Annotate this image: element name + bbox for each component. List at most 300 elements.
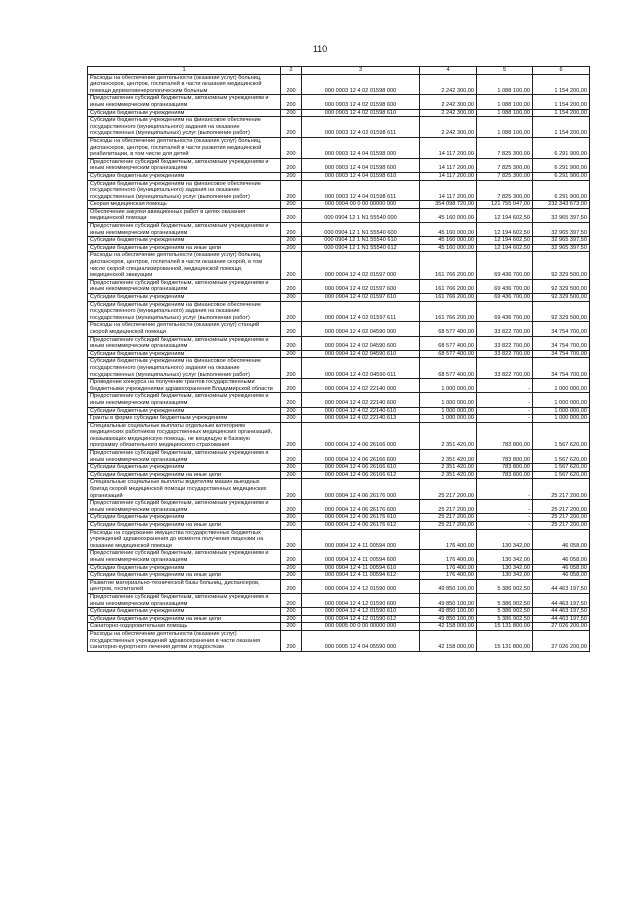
table-row xyxy=(88,279,590,293)
row-budget-code: 000 0904 12 4 06 26166 610 xyxy=(302,464,420,472)
row-executed: 7 825 300,00 xyxy=(477,137,533,158)
row-approved: 1 000 000,00 xyxy=(420,415,477,423)
row-budget-code: 000 0904 12 4 02 01597 600 xyxy=(302,279,420,293)
row-admin-code: 200 xyxy=(281,322,302,336)
row-remaining: 1 000 000,00 xyxy=(533,407,590,415)
row-admin-code: 200 xyxy=(281,279,302,293)
row-remaining: 6 291 900,00 xyxy=(533,158,590,172)
row-remaining: 232 343 673,00 xyxy=(533,201,590,209)
row-remaining: 44 463 197,50 xyxy=(533,615,590,623)
row-admin-code: 200 xyxy=(281,623,302,631)
row-name: Субсидии бюджетным учреждениям xyxy=(88,564,281,572)
row-budget-code: 000 0903 12 4 02 01598 000 xyxy=(302,74,420,95)
row-approved: 2 351 420,00 xyxy=(420,422,477,449)
row-admin-code: 200 xyxy=(281,479,302,500)
row-name: Расходы на обеспечение деятельности (оказание услуг) государственных учреждений здравоохранения в части оказания санаторно-курортного лечения детям и подросткам xyxy=(88,630,281,651)
row-approved: 176 400,00 xyxy=(420,550,477,564)
row-admin-code: 200 xyxy=(281,109,302,117)
row-approved: 1 000 000,00 xyxy=(420,379,477,393)
row-executed: 783 800,00 xyxy=(477,422,533,449)
row-remaining: 1 154 200,00 xyxy=(533,95,590,109)
row-approved: 42 158 000,00 xyxy=(420,630,477,651)
row-executed: 1 088 100,00 xyxy=(477,74,533,95)
table-row xyxy=(88,95,590,109)
row-budget-code: 000 0904 12 4 06 26176 600 xyxy=(302,500,420,514)
row-name: Гранты в форме субсидии бюджетным учреждениям xyxy=(88,415,281,423)
row-budget-code: 000 0904 00 0 00 00000 000 xyxy=(302,201,420,209)
row-executed: 33 822 700,00 xyxy=(477,336,533,350)
row-executed: 5 386 902,50 xyxy=(477,615,533,623)
table-row xyxy=(88,180,590,201)
row-approved: 68 577 400,00 xyxy=(420,336,477,350)
row-remaining: 92 329 500,00 xyxy=(533,279,590,293)
row-executed: - xyxy=(477,500,533,514)
row-admin-code: 200 xyxy=(281,564,302,572)
column-header: 2 xyxy=(281,67,302,75)
column-header: 5 xyxy=(477,67,533,75)
table-row xyxy=(88,393,590,407)
row-budget-code: 000 0903 12 4 04 01598 610 xyxy=(302,172,420,180)
row-budget-code: 000 0904 12 1 N1 55540 600 xyxy=(302,223,420,237)
row-budget-code: 000 0904 12 4 12 01590 610 xyxy=(302,608,420,616)
page-number: 110 xyxy=(312,44,328,54)
row-remaining: 44 463 197,50 xyxy=(533,593,590,607)
row-executed: 783 800,00 xyxy=(477,471,533,479)
row-approved: 14 117 200,00 xyxy=(420,137,477,158)
row-admin-code: 200 xyxy=(281,301,302,322)
row-budget-code: 000 0904 12 1 N1 55540 612 xyxy=(302,244,420,252)
row-executed: - xyxy=(477,479,533,500)
row-executed: 69 436 700,00 xyxy=(477,252,533,279)
row-admin-code: 200 xyxy=(281,514,302,522)
table-row xyxy=(88,301,590,322)
row-executed: 5 386 902,50 xyxy=(477,579,533,593)
table-row xyxy=(88,201,590,209)
row-approved: 2 351 420,00 xyxy=(420,450,477,464)
row-admin-code: 200 xyxy=(281,350,302,358)
row-admin-code: 200 xyxy=(281,550,302,564)
row-approved: 42 158 000,00 xyxy=(420,623,477,631)
table-row xyxy=(88,422,590,449)
row-remaining: 25 217 200,00 xyxy=(533,514,590,522)
row-remaining: 1 154 200,00 xyxy=(533,117,590,138)
row-admin-code: 200 xyxy=(281,464,302,472)
table-row xyxy=(88,350,590,358)
table-row xyxy=(88,322,590,336)
row-budget-code: 000 0904 12 4 11 00594 600 xyxy=(302,550,420,564)
row-remaining: 25 217 200,00 xyxy=(533,500,590,514)
row-budget-code: 000 0904 12 1 N1 55540 000 xyxy=(302,208,420,222)
row-budget-code: 000 0904 12 4 06 26166 000 xyxy=(302,422,420,449)
row-name: Субсидии бюджетным учреждениям xyxy=(88,608,281,616)
row-budget-code: 000 0904 12 4 02 04590 611 xyxy=(302,358,420,379)
row-remaining: 46 058,00 xyxy=(533,550,590,564)
row-remaining: 46 058,00 xyxy=(533,529,590,550)
row-admin-code: 200 xyxy=(281,201,302,209)
row-executed: 1 088 100,00 xyxy=(477,109,533,117)
table-row xyxy=(88,471,590,479)
row-approved: 45 160 000,00 xyxy=(420,208,477,222)
row-remaining: 25 217 200,00 xyxy=(533,522,590,530)
table-row xyxy=(88,244,590,252)
row-budget-code: 000 0904 12 4 02 04590 610 xyxy=(302,350,420,358)
row-name: Предоставление субсидий бюджетным, автономным учреждениям и иным некоммерческим организациям xyxy=(88,393,281,407)
row-remaining: 44 463 197,50 xyxy=(533,579,590,593)
row-budget-code: 000 0904 12 4 02 22140 613 xyxy=(302,415,420,423)
row-executed: 69 436 700,00 xyxy=(477,294,533,302)
row-name: Субсидии бюджетным учреждениям на финансовое обеспечение государственного (муниципального) задания на оказание государственных (муниципальных) услуг (выполнение работ) xyxy=(88,180,281,201)
row-executed: 15 131 800,00 xyxy=(477,623,533,631)
row-remaining: 1 567 620,00 xyxy=(533,471,590,479)
row-remaining: 92 329 500,00 xyxy=(533,301,590,322)
row-budget-code: 000 0904 12 4 06 26166 600 xyxy=(302,450,420,464)
row-budget-code: 000 0904 12 4 06 26176 610 xyxy=(302,514,420,522)
table-row xyxy=(88,593,590,607)
row-executed: 15 131 800,00 xyxy=(477,630,533,651)
table-row xyxy=(88,500,590,514)
row-admin-code: 200 xyxy=(281,529,302,550)
row-name: Субсидии бюджетным учреждениям xyxy=(88,294,281,302)
row-remaining: 92 329 500,00 xyxy=(533,294,590,302)
row-admin-code: 200 xyxy=(281,336,302,350)
table-row xyxy=(88,137,590,158)
row-admin-code: 200 xyxy=(281,450,302,464)
table-row xyxy=(88,407,590,415)
row-budget-code: 000 0904 12 4 02 22140 610 xyxy=(302,407,420,415)
row-name: Развитие материально-технической базы больниц, диспансеров, центров, госпиталей xyxy=(88,579,281,593)
row-name: Субсидии бюджетным учреждениям на финансовое обеспечение государственного (муниципального) задания на оказание государственных (муниципальных) услуг (выполнение работ) xyxy=(88,117,281,138)
table-row xyxy=(88,630,590,651)
row-name: Субсидии бюджетным учреждениям на иные цели xyxy=(88,471,281,479)
row-executed: 69 436 700,00 xyxy=(477,279,533,293)
row-executed: 12 194 602,50 xyxy=(477,208,533,222)
row-executed: 12 194 602,50 xyxy=(477,237,533,245)
row-admin-code: 200 xyxy=(281,500,302,514)
row-admin-code: 200 xyxy=(281,379,302,393)
table-row xyxy=(88,208,590,222)
row-name: Специальные социальные выплаты водителям машин выездных бригад скорой медицинской помощи государственных медицинских организаций xyxy=(88,479,281,500)
table-row xyxy=(88,252,590,279)
row-name: Расходы на содержание имущества государственных бюджетных учреждений здравоохранения до момента получения лицензии на оказание медицинской помощи xyxy=(88,529,281,550)
row-remaining: 1 154 200,00 xyxy=(533,109,590,117)
row-admin-code: 200 xyxy=(281,415,302,423)
table-row xyxy=(88,608,590,616)
row-executed: 783 800,00 xyxy=(477,464,533,472)
table-row xyxy=(88,158,590,172)
table-row xyxy=(88,550,590,564)
row-name: Расходы на обеспечение деятельности (оказание услуг) больниц, диспансеров, центров, госпиталей в части оказания скорой, в том числе скорой специализированной, медицинской помощи, медицинской эвакуации xyxy=(88,252,281,279)
row-name: Субсидии бюджетным учреждениям xyxy=(88,514,281,522)
table-row xyxy=(88,514,590,522)
table-row xyxy=(88,358,590,379)
row-budget-code: 000 0904 12 4 11 00594 612 xyxy=(302,572,420,580)
table-row xyxy=(88,379,590,393)
row-executed: 130 342,00 xyxy=(477,564,533,572)
row-admin-code: 200 xyxy=(281,95,302,109)
row-executed: 69 436 700,00 xyxy=(477,301,533,322)
table-row xyxy=(88,564,590,572)
row-admin-code: 200 xyxy=(281,572,302,580)
table-row xyxy=(88,522,590,530)
row-name: Обеспечение закупки авиационных работ в целях оказания медицинской помощи xyxy=(88,208,281,222)
row-approved: 176 400,00 xyxy=(420,564,477,572)
row-name: Субсидии бюджетным учреждениям xyxy=(88,237,281,245)
row-approved: 2 242 300,00 xyxy=(420,109,477,117)
row-name: Предоставление субсидий бюджетным, автономным учреждениям и иным некоммерческим организациям xyxy=(88,95,281,109)
row-name: Скорая медицинская помощь xyxy=(88,201,281,209)
row-approved: 1 000 000,00 xyxy=(420,393,477,407)
row-executed: - xyxy=(477,415,533,423)
row-admin-code: 200 xyxy=(281,358,302,379)
row-name: Предоставление субсидий бюджетным, автономным учреждениям и иным некоммерческим организациям xyxy=(88,593,281,607)
row-admin-code: 200 xyxy=(281,615,302,623)
row-remaining: 34 754 700,00 xyxy=(533,322,590,336)
row-name: Расходы на обеспечение деятельности (оказание услуг) больниц, диспансеров, центров, госпиталей в части оказания медицинской помощи дерматовенерологическим больным xyxy=(88,74,281,95)
table-row xyxy=(88,336,590,350)
column-header: 1 xyxy=(88,67,281,75)
row-executed: 5 386 902,50 xyxy=(477,593,533,607)
row-admin-code: 200 xyxy=(281,223,302,237)
table-row xyxy=(88,294,590,302)
row-name: Расходы на обеспечение деятельности (оказание услуг) станций скорой медицинской помощи xyxy=(88,322,281,336)
row-executed: 7 825 300,00 xyxy=(477,172,533,180)
row-admin-code: 200 xyxy=(281,180,302,201)
row-remaining: 32 965 397,50 xyxy=(533,244,590,252)
table-row xyxy=(88,579,590,593)
row-approved: 2 242 300,00 xyxy=(420,74,477,95)
row-name: Предоставление субсидий бюджетным, автономным учреждениям и иным некоммерческим организациям xyxy=(88,279,281,293)
row-executed: - xyxy=(477,514,533,522)
row-remaining: 32 965 397,50 xyxy=(533,208,590,222)
row-admin-code: 200 xyxy=(281,208,302,222)
row-budget-code: 000 0904 12 4 11 00594 000 xyxy=(302,529,420,550)
row-name: Предоставление субсидий бюджетным, автономным учреждениям и иным некоммерческим организациям xyxy=(88,550,281,564)
row-budget-code: 000 0904 12 1 N1 55540 610 xyxy=(302,237,420,245)
row-admin-code: 200 xyxy=(281,137,302,158)
table-row xyxy=(88,74,590,95)
row-approved: 176 400,00 xyxy=(420,529,477,550)
row-admin-code: 200 xyxy=(281,630,302,651)
row-approved: 49 850 100,00 xyxy=(420,579,477,593)
row-remaining: 1 000 000,00 xyxy=(533,379,590,393)
row-name: Санаторно-оздоровительная помощь xyxy=(88,623,281,631)
table-row xyxy=(88,223,590,237)
row-budget-code: 000 0903 12 4 04 01598 000 xyxy=(302,137,420,158)
row-budget-code: 000 0903 12 4 02 01598 600 xyxy=(302,95,420,109)
row-remaining: 6 291 900,00 xyxy=(533,172,590,180)
row-executed: - xyxy=(477,522,533,530)
row-admin-code: 200 xyxy=(281,244,302,252)
table-row xyxy=(88,464,590,472)
row-admin-code: 200 xyxy=(281,393,302,407)
row-approved: 25 217 200,00 xyxy=(420,479,477,500)
row-remaining: 1 000 000,00 xyxy=(533,393,590,407)
row-budget-code: 000 0904 12 4 02 01597 000 xyxy=(302,252,420,279)
row-remaining: 25 217 200,00 xyxy=(533,479,590,500)
table-row xyxy=(88,529,590,550)
row-remaining: 27 026 200,00 xyxy=(533,630,590,651)
row-name: Субсидии бюджетным учреждениям на финансовое обеспечение государственного (муниципального) задания на оказание государственных (муниципальных) услуг (выполнение работ) xyxy=(88,358,281,379)
row-budget-code: 000 0904 12 4 02 04590 600 xyxy=(302,336,420,350)
row-budget-code: 000 0905 00 0 00 00000 000 xyxy=(302,623,420,631)
row-admin-code: 200 xyxy=(281,294,302,302)
row-admin-code: 200 xyxy=(281,74,302,95)
row-approved: 25 217 200,00 xyxy=(420,500,477,514)
row-name: Проведение конкурса на получение грантов государственными бюджетными учреждениями здравоохранения Владимирской области xyxy=(88,379,281,393)
row-name: Расходы на обеспечение деятельности (оказание услуг) больниц, диспансеров, центров, госпиталей в части развития медицинской реабилитации, в том числе для детей xyxy=(88,137,281,158)
row-executed: 783 800,00 xyxy=(477,450,533,464)
column-header: 3 xyxy=(302,67,420,75)
row-admin-code: 200 xyxy=(281,422,302,449)
row-name: Субсидии бюджетным учреждениям на иные цели xyxy=(88,615,281,623)
row-executed: 7 825 300,00 xyxy=(477,158,533,172)
table-body xyxy=(88,74,590,651)
table-row xyxy=(88,572,590,580)
row-executed: 130 342,00 xyxy=(477,550,533,564)
row-approved: 45 160 000,00 xyxy=(420,237,477,245)
row-approved: 2 242 300,00 xyxy=(420,95,477,109)
row-name: Предоставление субсидий бюджетным, автономным учреждениям и иным некоммерческим организациям xyxy=(88,500,281,514)
row-remaining: 1 000 000,00 xyxy=(533,415,590,423)
row-budget-code: 000 0904 12 4 12 01590 600 xyxy=(302,593,420,607)
row-admin-code: 200 xyxy=(281,172,302,180)
row-name: Субсидии бюджетным учреждениям на иные цели xyxy=(88,522,281,530)
row-executed: 33 822 700,00 xyxy=(477,358,533,379)
row-executed: 130 342,00 xyxy=(477,572,533,580)
row-name: Предоставление субсидий бюджетным, автономным учреждениям и иным некоммерческим организациям xyxy=(88,450,281,464)
row-remaining: 46 058,00 xyxy=(533,572,590,580)
row-remaining: 27 026 200,00 xyxy=(533,623,590,631)
row-budget-code: 000 0903 12 4 04 01598 600 xyxy=(302,158,420,172)
row-approved: 45 160 000,00 xyxy=(420,244,477,252)
row-approved: 354 098 720,00 xyxy=(420,201,477,209)
row-budget-code: 000 0904 12 4 02 22140 600 xyxy=(302,393,420,407)
table-header-row xyxy=(88,67,590,75)
row-approved: 14 117 200,00 xyxy=(420,172,477,180)
row-approved: 161 766 200,00 xyxy=(420,252,477,279)
row-approved: 161 766 200,00 xyxy=(420,301,477,322)
row-executed: 1 088 100,00 xyxy=(477,117,533,138)
row-executed: 1 088 100,00 xyxy=(477,95,533,109)
row-name: Субсидии бюджетным учреждениям xyxy=(88,172,281,180)
row-remaining: 6 291 900,00 xyxy=(533,180,590,201)
row-admin-code: 200 xyxy=(281,593,302,607)
row-budget-code: 000 0904 12 4 11 00594 610 xyxy=(302,564,420,572)
row-approved: 14 117 200,00 xyxy=(420,180,477,201)
row-admin-code: 200 xyxy=(281,252,302,279)
column-header: 6 xyxy=(533,67,590,75)
row-executed: - xyxy=(477,379,533,393)
row-remaining: 46 058,00 xyxy=(533,564,590,572)
row-budget-code: 000 0904 12 4 02 04590 000 xyxy=(302,322,420,336)
row-admin-code: 200 xyxy=(281,158,302,172)
row-approved: 68 577 400,00 xyxy=(420,322,477,336)
row-name: Предоставление субсидий бюджетным, автономным учреждениям и иным некоммерческим организациям xyxy=(88,158,281,172)
row-budget-code: 000 0905 12 4 04 05590 000 xyxy=(302,630,420,651)
row-approved: 68 577 400,00 xyxy=(420,350,477,358)
row-name: Субсидии бюджетным учреждениям на иные цели xyxy=(88,572,281,580)
table-row xyxy=(88,109,590,117)
row-approved: 176 400,00 xyxy=(420,572,477,580)
row-remaining: 1 567 620,00 xyxy=(533,422,590,449)
row-budget-code: 000 0904 12 4 06 26176 612 xyxy=(302,522,420,530)
row-approved: 68 577 400,00 xyxy=(420,358,477,379)
row-budget-code: 000 0904 12 4 02 22140 000 xyxy=(302,379,420,393)
row-admin-code: 200 xyxy=(281,471,302,479)
row-name: Субсидии бюджетным учреждениям xyxy=(88,407,281,415)
row-executed: 12 194 602,50 xyxy=(477,244,533,252)
row-executed: 7 825 300,00 xyxy=(477,180,533,201)
row-remaining: 92 329 500,00 xyxy=(533,252,590,279)
row-name: Субсидии бюджетным учреждениям на иные цели xyxy=(88,244,281,252)
row-approved: 14 117 200,00 xyxy=(420,158,477,172)
table-row xyxy=(88,415,590,423)
row-name: Специальные социальные выплаты отдельным категориям медицинских работников государственных медицинских организаций, оказывающих медицинскую помощь, не входящую в базовую программу обязательного медицинского страхования xyxy=(88,422,281,449)
row-budget-code: 000 0903 12 4 04 01598 611 xyxy=(302,180,420,201)
row-budget-code: 000 0904 12 4 02 01597 611 xyxy=(302,301,420,322)
row-budget-code: 000 0904 12 4 06 26176 000 xyxy=(302,479,420,500)
row-executed: - xyxy=(477,393,533,407)
row-approved: 49 850 100,00 xyxy=(420,615,477,623)
row-remaining: 1 154 200,00 xyxy=(533,74,590,95)
row-remaining: 44 463 197,50 xyxy=(533,608,590,616)
table-row xyxy=(88,117,590,138)
row-executed: 33 822 700,00 xyxy=(477,350,533,358)
row-remaining: 1 567 620,00 xyxy=(533,450,590,464)
row-executed: 5 386 902,50 xyxy=(477,608,533,616)
row-budget-code: 000 0904 12 4 12 01590 612 xyxy=(302,615,420,623)
row-executed: 33 822 700,00 xyxy=(477,322,533,336)
row-executed: 130 342,00 xyxy=(477,529,533,550)
row-admin-code: 200 xyxy=(281,522,302,530)
row-approved: 2 351 420,00 xyxy=(420,471,477,479)
row-approved: 49 850 100,00 xyxy=(420,593,477,607)
table-row xyxy=(88,615,590,623)
row-approved: 2 351 420,00 xyxy=(420,464,477,472)
row-approved: 161 766 200,00 xyxy=(420,294,477,302)
row-budget-code: 000 0904 12 4 12 01590 000 xyxy=(302,579,420,593)
table-row xyxy=(88,479,590,500)
row-admin-code: 200 xyxy=(281,407,302,415)
row-approved: 49 850 100,00 xyxy=(420,608,477,616)
row-name: Субсидии бюджетным учреждениям на финансовое обеспечение государственного (муниципального) задания на оказание государственных (муниципальных) услуг (выполнение работ) xyxy=(88,301,281,322)
table-row xyxy=(88,237,590,245)
row-executed: 12 194 602,50 xyxy=(477,223,533,237)
row-budget-code: 000 0903 12 4 02 01598 610 xyxy=(302,109,420,117)
row-remaining: 34 754 700,00 xyxy=(533,350,590,358)
row-remaining: 6 291 900,00 xyxy=(533,137,590,158)
row-remaining: 34 754 700,00 xyxy=(533,358,590,379)
table-row xyxy=(88,450,590,464)
row-executed: 121 755 047,00 xyxy=(477,201,533,209)
row-budget-code: 000 0904 12 4 02 01597 610 xyxy=(302,294,420,302)
row-budget-code: 000 0903 12 4 02 01598 611 xyxy=(302,117,420,138)
row-remaining: 32 965 397,50 xyxy=(533,237,590,245)
row-remaining: 32 965 397,50 xyxy=(533,223,590,237)
row-approved: 2 242 300,00 xyxy=(420,117,477,138)
row-executed: - xyxy=(477,407,533,415)
row-name: Субсидии бюджетным учреждениям xyxy=(88,464,281,472)
row-name: Субсидии бюджетным учреждениям xyxy=(88,109,281,117)
row-admin-code: 200 xyxy=(281,117,302,138)
row-remaining: 1 567 620,00 xyxy=(533,464,590,472)
row-approved: 1 000 000,00 xyxy=(420,407,477,415)
row-name: Предоставление субсидий бюджетным, автономным учреждениям и иным некоммерческим организациям xyxy=(88,336,281,350)
row-name: Предоставление субсидий бюджетным, автономным учреждениям и иным некоммерческим организациям xyxy=(88,223,281,237)
budget-table xyxy=(87,66,590,652)
table-row xyxy=(88,623,590,631)
column-header: 4 xyxy=(420,67,477,75)
